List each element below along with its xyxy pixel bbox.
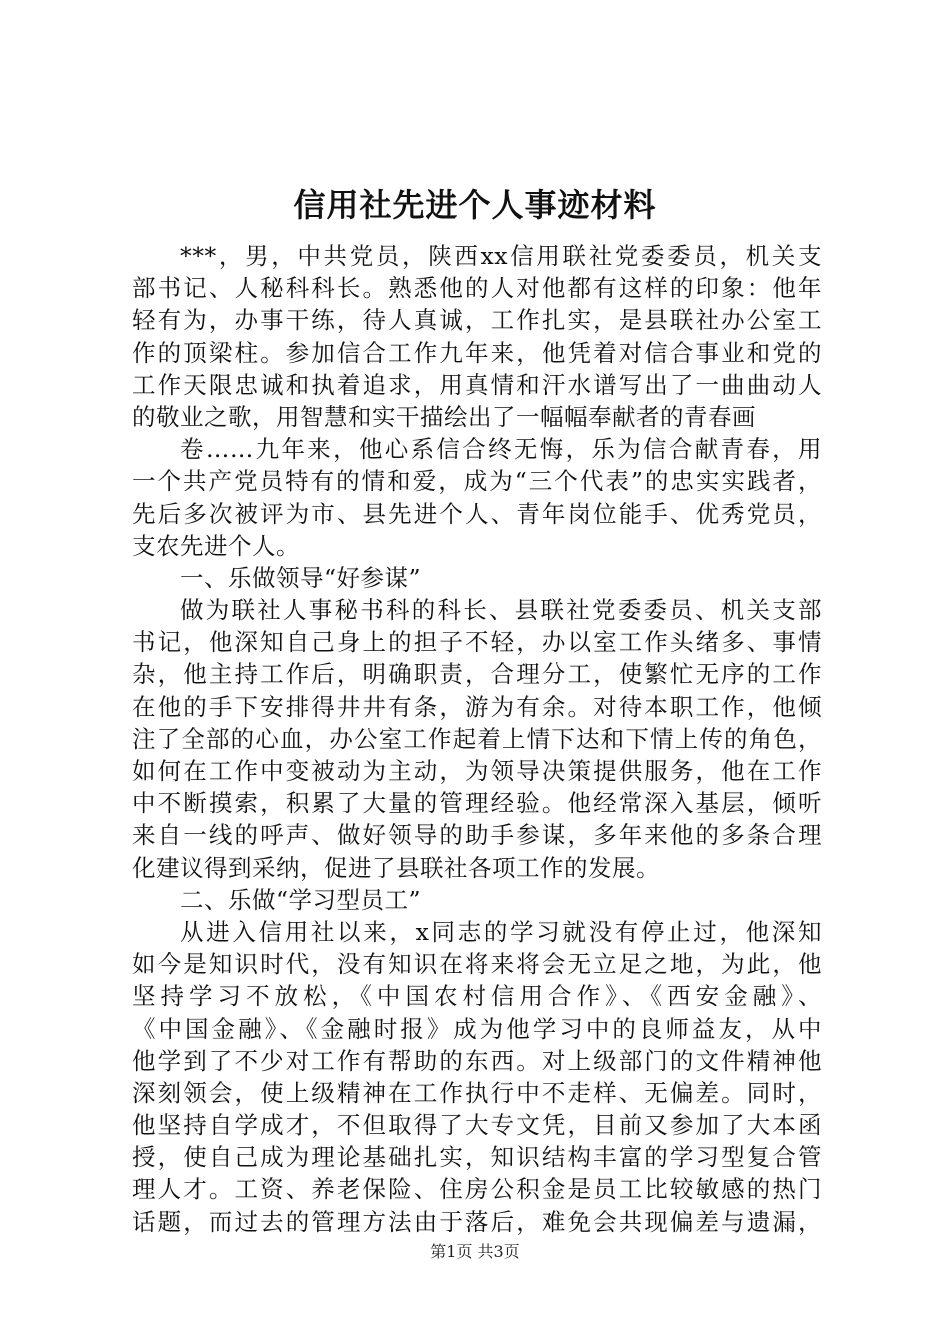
text-line: ***，男，中共党员，陕西xx信用联社党委委员，机关支 xyxy=(180,242,822,270)
text-line: 话题，而过去的管理方法由于落后，难免会共现偏差与遗漏， xyxy=(132,1207,822,1236)
text-line: 作的顶梁柱。参加信合工作九年来，他凭着对信合事业和党的 xyxy=(132,338,822,367)
text-line: 杂，他主持工作后，明确职责，合理分工，使繁忙无序的工作 xyxy=(132,660,822,689)
text-line: 理人才。工资、养老保险、住房公积金是员工比较敏感的热门 xyxy=(132,1175,822,1204)
text-line: 的敬业之歌，用智慧和实干描绘出了一幅幅奉献者的青春画 xyxy=(132,402,756,431)
section-heading: 一、乐做领导“好参谋” xyxy=(180,563,422,592)
section-heading: 二、乐做“学习型员工” xyxy=(180,885,422,914)
text-line: 他坚持自学成才，不但取得了大专文凭，目前又参加了大本函 xyxy=(132,1111,822,1140)
text-line: 工作天限忠诚和执着追求，用真情和汗水谱写出了一曲曲动人 xyxy=(132,370,822,399)
text-line: 做为联社人事秘书科的科长、县联社党委委员、机关支部 xyxy=(180,596,822,625)
document-title: 信用社先进个人事迹材料 xyxy=(293,186,657,224)
text-line: 深刻领会，使上级精神在工作执行中不走样、无偏差。同时， xyxy=(132,1078,822,1107)
text-line: 中不断摸索，积累了大量的管理经验。他经常深入基层，倾听 xyxy=(132,789,822,818)
document-body xyxy=(132,240,822,1238)
text-line: 《中国金融》、《金融时报》成为他学习中的良师益友，从中 xyxy=(132,1014,822,1043)
text-line: 坚持学习不放松，《中国农村信用合作》、《西安金融》、 xyxy=(132,982,822,1011)
text-line: 如今是知识时代，没有知识在将来将会无立足之地，为此，他 xyxy=(132,950,822,979)
page-number: 第1页 共3页 xyxy=(430,1242,520,1261)
text-line: 书记，他深知自己身上的担子不轻，办以室工作头绪多、事情 xyxy=(132,628,822,657)
text-line: 化建议得到采纳，促进了县联社各项工作的发展。 xyxy=(132,853,660,882)
text-line: 注了全部的心血，办公室工作起着上情下达和下情上传的角色， xyxy=(132,724,822,753)
text-line: 轻有为，办事干练，待人真诚，工作扎实，是县联社办公室工 xyxy=(132,306,822,335)
text-line: 在他的手下安排得井井有条，游为有余。对待本职工作，他倾 xyxy=(132,692,822,721)
text-line: 从进入信用社以来，x同志的学习就没有停止过，他深知 xyxy=(180,917,822,946)
text-line: 卷……九年来，他心系信合终无悔，乐为信合献青春，用 xyxy=(180,435,822,464)
page-footer xyxy=(0,1242,950,1262)
text-line: 一个共产党员特有的情和爱，成为“三个代表”的忠实实践者， xyxy=(132,467,822,496)
text-line: 如何在工作中变被动为主动，为领导决策提供服务，他在工作 xyxy=(132,757,822,785)
text-line: 支农先进个人。 xyxy=(132,531,300,560)
text-line: 他学到了不少对工作有帮助的东西。对上级部门的文件精神他 xyxy=(132,1046,822,1075)
text-line: 部书记、人秘科科长。熟悉他的人对他都有这样的印象：他年 xyxy=(132,274,822,303)
text-line: 来自一线的呼声、做好领导的助手参谋，多年来他的多条合理 xyxy=(132,821,822,850)
text-line: 先后多次被评为市、县先进个人、青年岗位能手、优秀党员， xyxy=(132,499,822,528)
text-line: 授，使自己成为理论基础扎实，知识结构丰富的学习型复合管 xyxy=(132,1143,822,1172)
